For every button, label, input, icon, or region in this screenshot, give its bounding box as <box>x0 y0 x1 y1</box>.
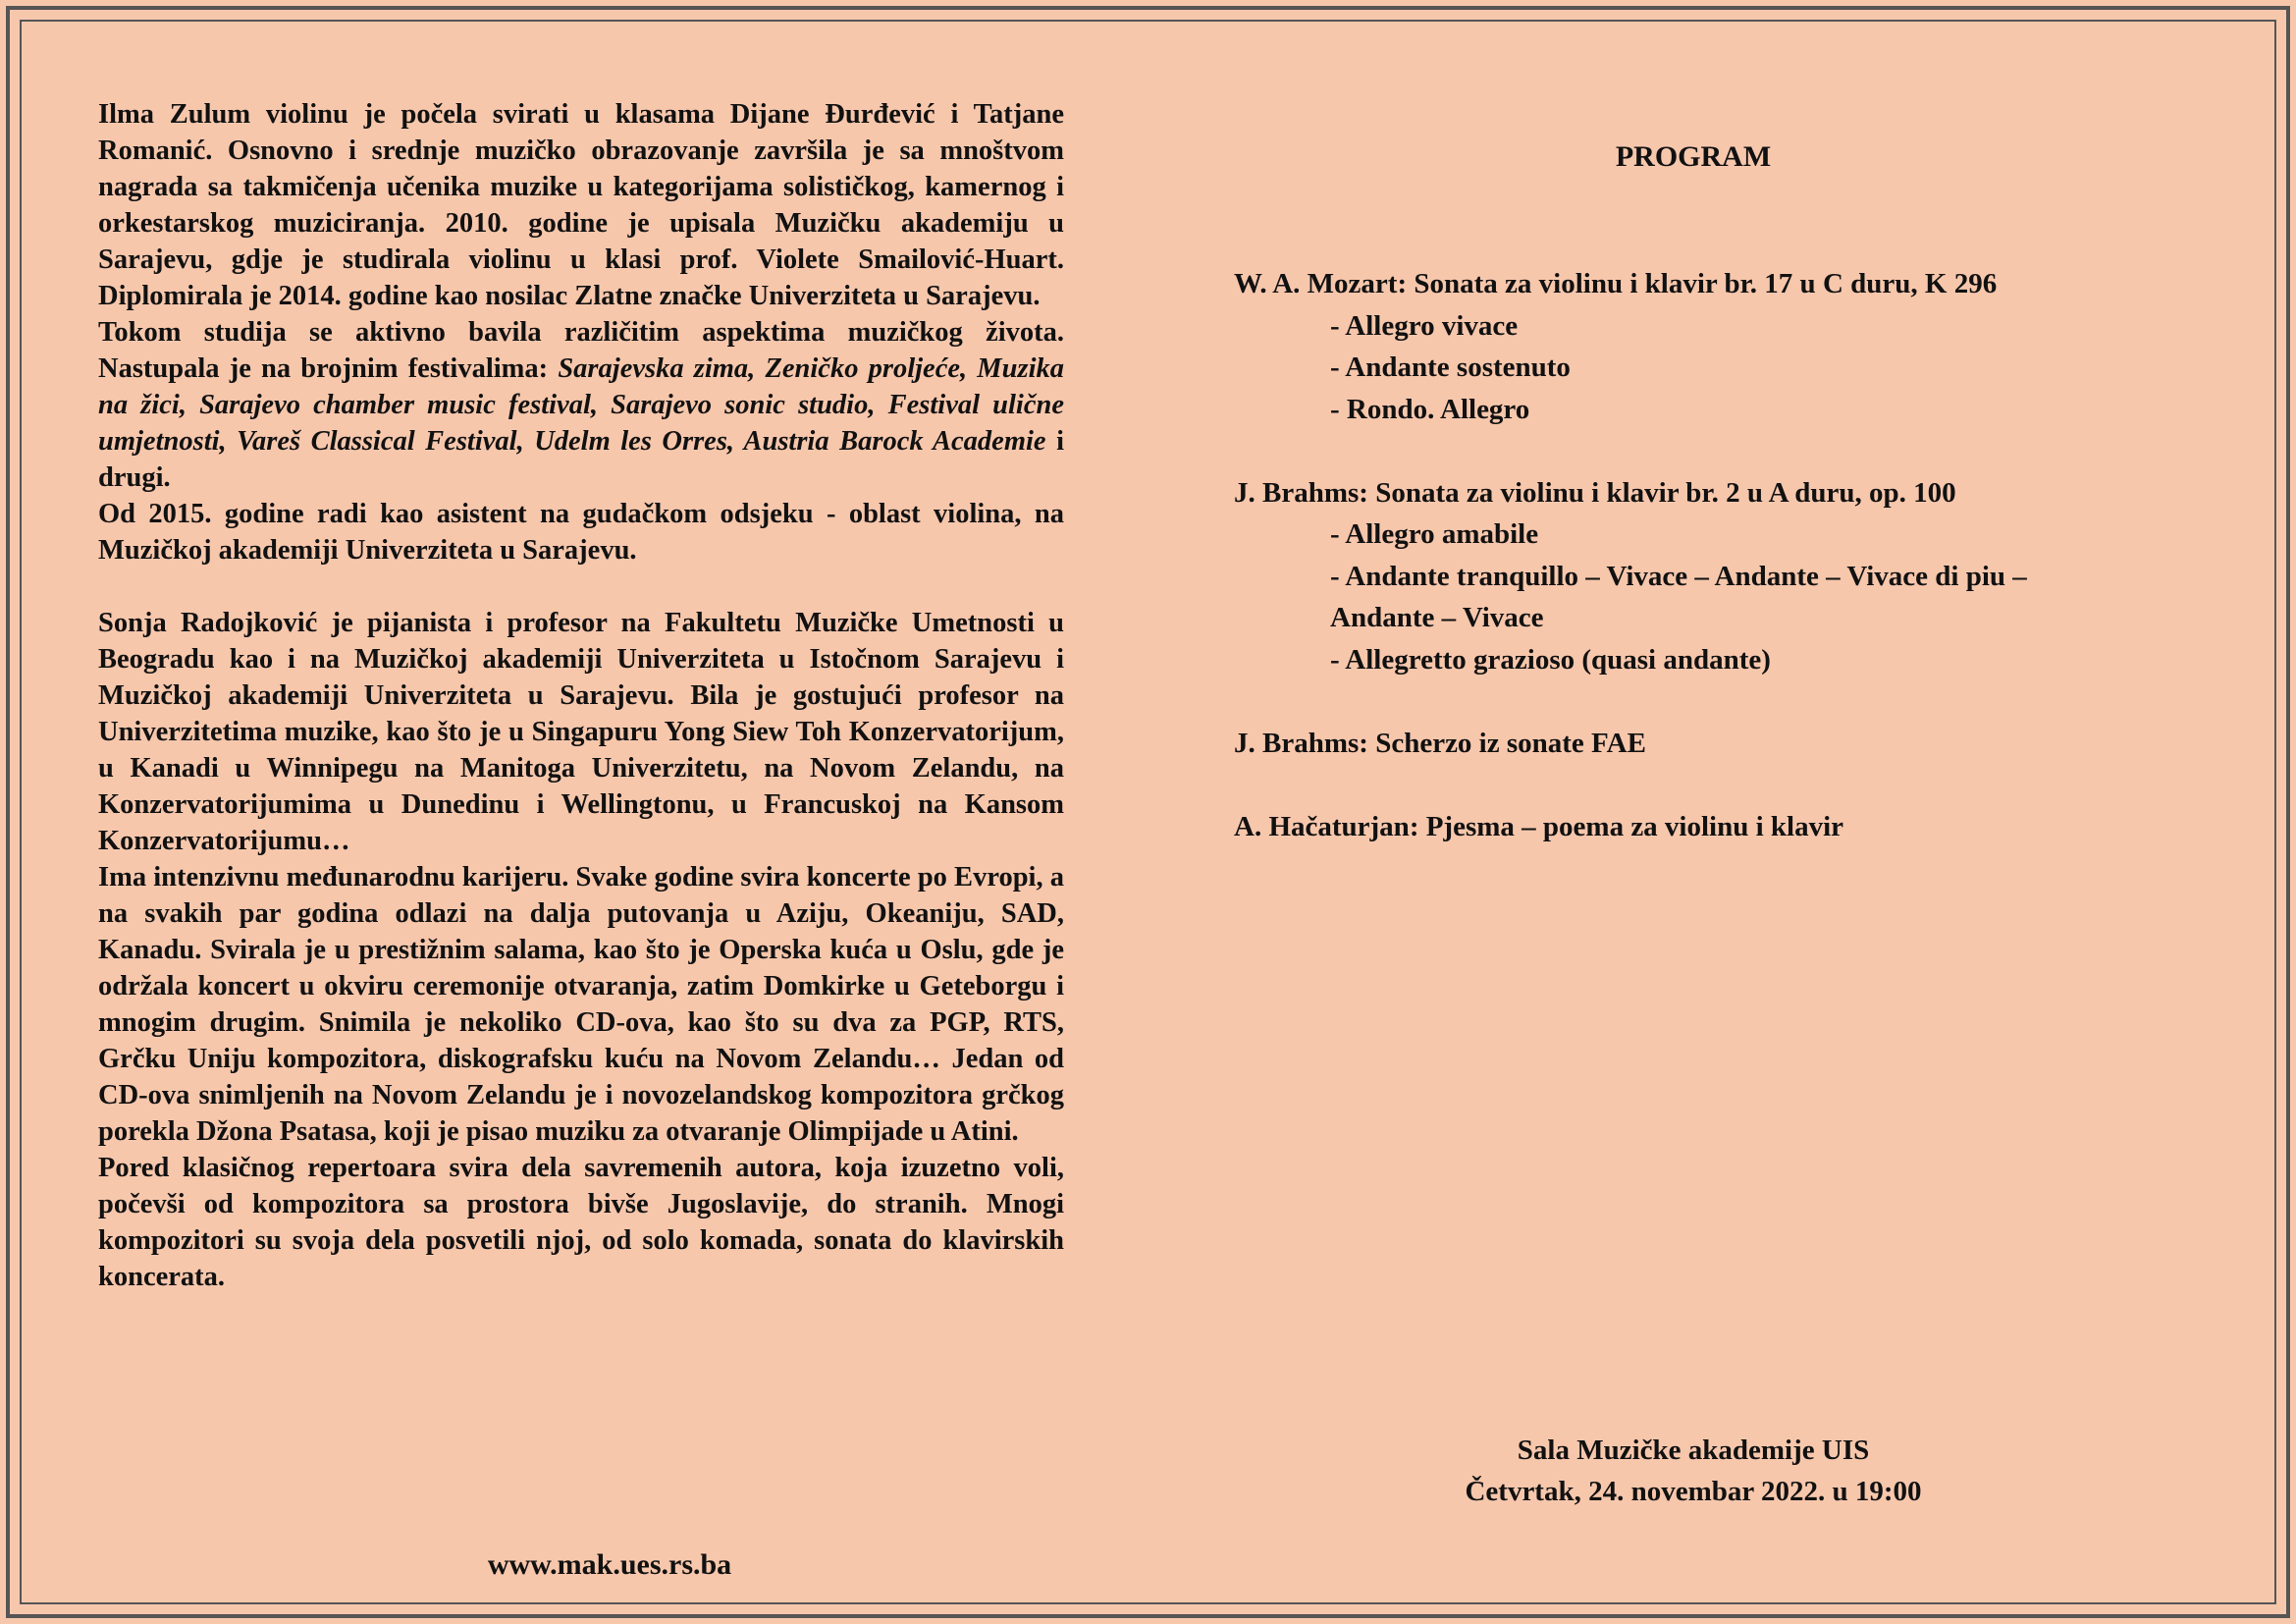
festival-list: Sarajevska zima, Zeničko proljeće, Muzika na žici, Sarajevo chamber music festival, Sarajevo sonic studio, Festival ulične umjetnosti, Vareš Classical Festival, Udelm les Orres, Austria Barock Academie <box>98 353 1064 457</box>
sonja-bio-paragraph-3: Pored klasičnog repertoara svira dela savremenih autora, koja izuzetno voli, počevši od kompozitora sa prostora bivše Jugoslavije, do stranih. Mnogi kompozitori su svoja dela posvetili njoj, od solo komada, sonata do klavirskih koncerata. <box>98 1153 1064 1292</box>
movement: - Rondo. Allegro <box>1330 393 1530 425</box>
ilma-bio-tail: i drugi. <box>98 426 1064 493</box>
website-link[interactable]: www.mak.ues.rs.ba <box>487 1548 732 1581</box>
movement: - Allegro amabile <box>1330 518 1539 550</box>
ilma-bio-paragraph-3: Od 2015. godine radi kao asistent na gudačkom odsjeku - oblast violina, na Muzičkoj akademiji Univerziteta u Sarajevu. <box>98 499 1064 566</box>
biographies-column <box>98 96 1064 1295</box>
concert-datetime: Četvrtak, 24. novembar 2022. u 19:00 <box>1465 1476 1922 1507</box>
program-title: PROGRAM <box>1615 140 1772 173</box>
sonja-bio-paragraph-2: Ima intenzivnu međunarodnu karijeru. Svake godine svira koncerte po Evropi, a na svakih par godina odlazi na dalja putovanja u Aziju, Okeaniju, SAD, Kanadu. Svirala je u prestižnim salama, kao što je Operska kuća u Oslu, gde je održala koncert u okviru ceremonije otvaranja, zatim Domkirke u Geteborgu i mnogim drugim. Snimila je nekoliko CD-ova, kao što su dva za PGP, RTS, Grčku Uniju kompozitora, diskografsku kuću na Novom Zelandu… Jedan od CD-ova snimljenih na Novom Zelandu je i novozelandskog kompozitora grčkog porekla Džona Psatasa, koji je pisao muziku za otvaranje Olimpijade u Atini. <box>98 862 1064 1147</box>
movement: - Allegretto grazioso (quasi andante) <box>1330 643 1771 676</box>
work-title: A. Hačaturjan: Pjesma – poema za violinu i klavir <box>1234 810 1844 842</box>
movement: - Andante tranquillo – Vivace – Andante – Vivace di piu – <box>1330 560 2027 592</box>
ilma-bio-paragraph-2 <box>98 314 1064 496</box>
work-title: W. A. Mozart: Sonata za violinu i klavir br. 17 u C duru, K 296 <box>1234 268 1998 299</box>
movement: Andante – Vivace <box>1330 602 1544 633</box>
work-title: J. Brahms: Sonata za violinu i klavir br. 2 u A duru, op. 100 <box>1234 476 1956 509</box>
movement: - Allegro vivace <box>1330 309 1519 342</box>
spacer <box>98 568 1064 605</box>
ilma-bio-paragraph-1: Ilma Zulum violinu je počela svirati u klasama Dijane Đurđević i Tatjane Romanić. Osnovno i srednje muzičko obrazovanje završila je sa mnoštvom nagrada sa takmičenja učenika muzike u kategorijama solističkog, kamernog i orkestarskog muziciranja. 2010. godine je upisala Muzičku akademiju u Sarajevu, gdje je studirala violinu u klasi prof. Violete Smailović-Huart. Diplomirala je 2014. godine kao nosilac Zlatne značke Univerziteta u Sarajevu. <box>98 99 1064 311</box>
ilma-bio-lead: Tokom studija se aktivno bavila različitim aspektima muzičkog života. Nastupala je na brojnim festivalima: <box>98 317 1064 384</box>
spacer <box>1234 764 2176 806</box>
program-list <box>1234 263 2176 847</box>
venue-info <box>1374 1430 2012 1512</box>
spacer <box>1234 680 2176 723</box>
movement: - Andante sostenuto <box>1330 352 1571 383</box>
spacer <box>1234 430 2176 472</box>
sonja-bio-paragraph-1: Sonja Radojković je pijanista i profesor na Fakultetu Muzičke Umetnosti u Beogradu kao i na Muzičkoj akademiji Univerziteta u Istočnom Sarajevu i Muzičkoj akademiji Univerziteta u Sarajevu. Bila je gostujući profesor na Univerzitetima muzike, kao što je u Singapuru Yong Siew Toh Konzervatorijum, u Kanadi u Winnipegu na Manitoga Univerzitetu, na Novom Zelandu, na Konzervatorijumima u Dunedinu i Wellingtonu, u Francuskoj na Kansom Konzervatorijumu… <box>98 608 1064 856</box>
work-title: J. Brahms: Scherzo iz sonate FAE <box>1234 727 1646 759</box>
venue-hall: Sala Muzičke akademije UIS <box>1517 1435 1870 1466</box>
